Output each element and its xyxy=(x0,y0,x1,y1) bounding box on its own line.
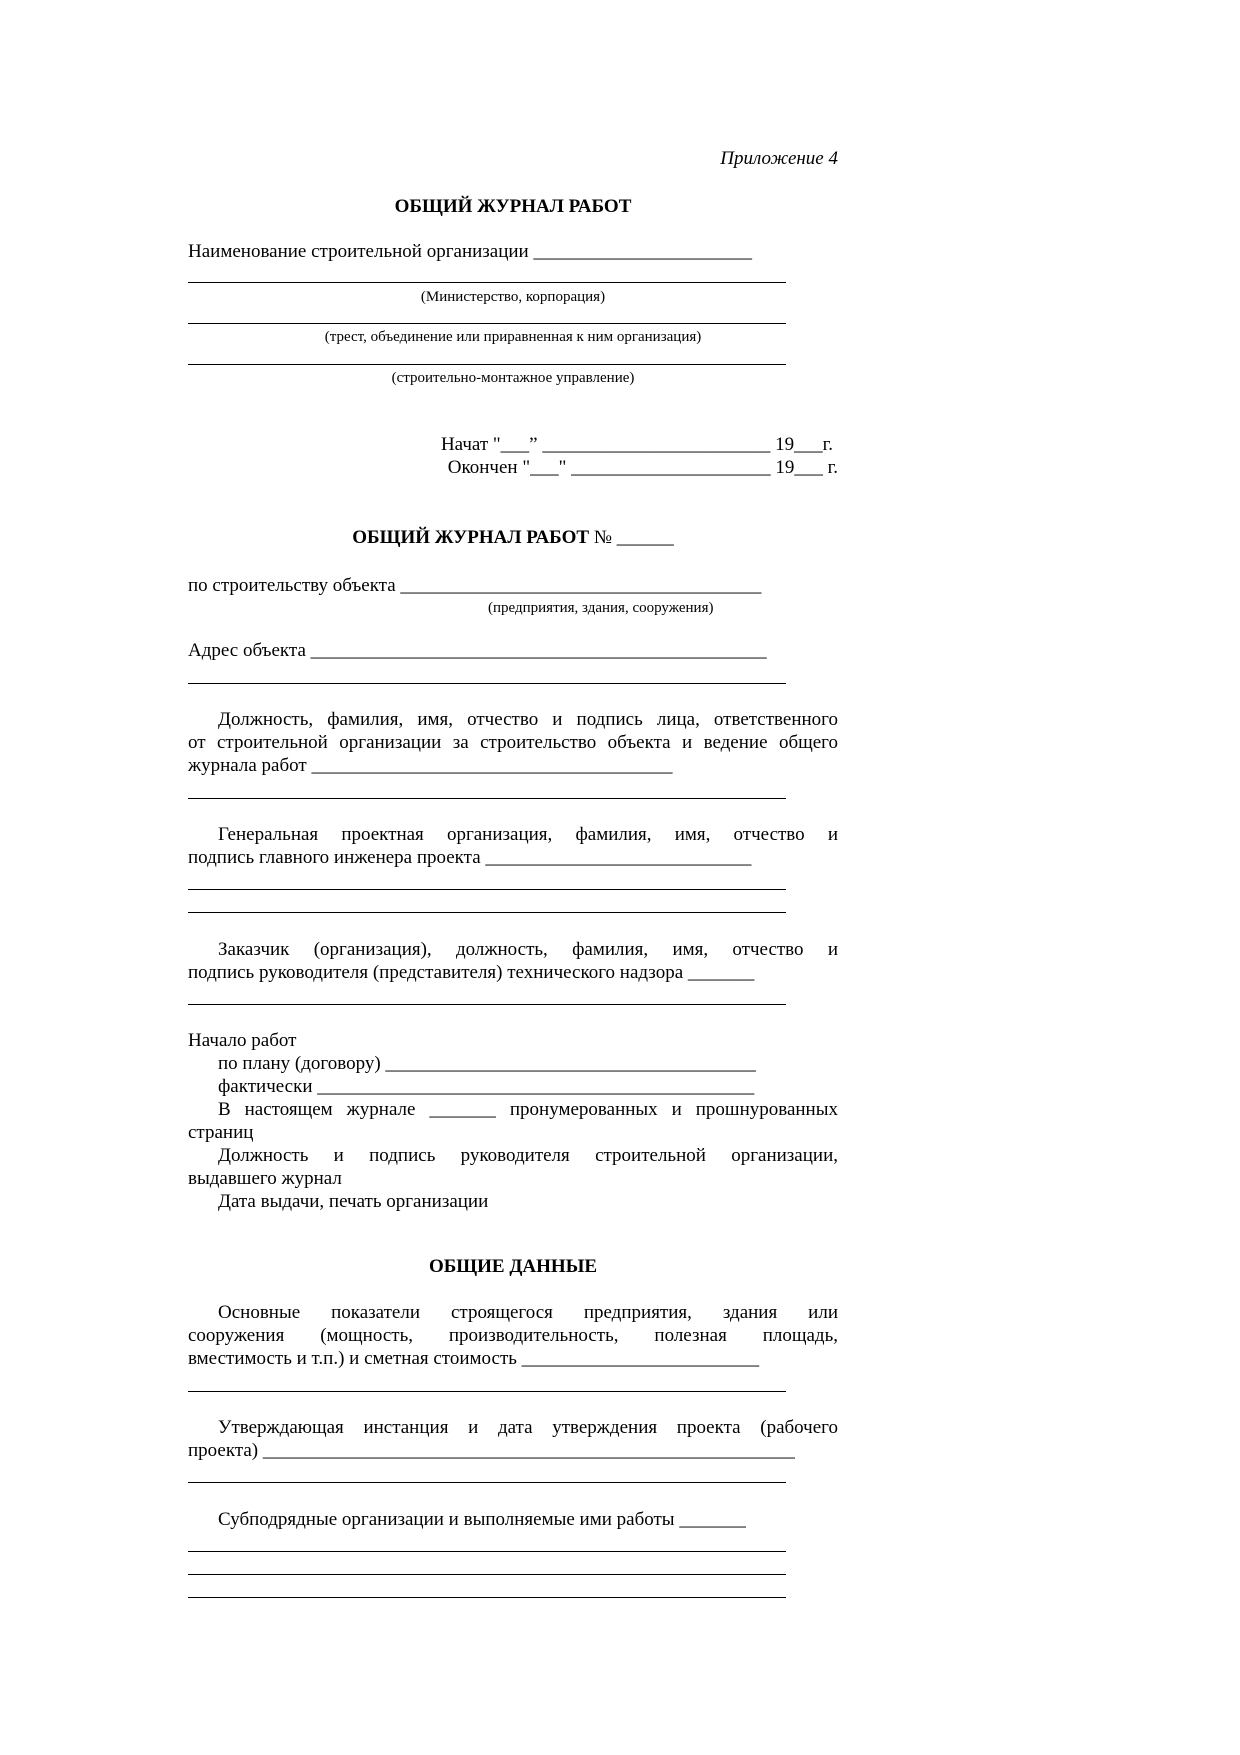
head-sign-line-2: выдавшего журнал xyxy=(188,1168,342,1189)
designer-line-b[interactable] xyxy=(188,912,786,913)
org-name-field[interactable]: Наименование строительной организации _______________________ xyxy=(188,241,752,262)
by-plan-field[interactable]: по плану (договору) _______________________________________ xyxy=(218,1053,756,1074)
indicators-line-1: Основные показатели строящегося предприятия, здания или xyxy=(218,1302,838,1323)
pages-line-2: страниц xyxy=(188,1122,254,1143)
subcontractors-line-b[interactable] xyxy=(188,1574,786,1575)
indicators-line[interactable] xyxy=(188,1391,786,1392)
responsible-line-2: от строительной организации за строительство объекта и ведение общего xyxy=(188,732,838,753)
journal-number[interactable]: № ______ xyxy=(589,527,674,548)
responsible-line[interactable] xyxy=(188,798,786,799)
finished-date[interactable]: Окончен "___" _____________________ 19___ г. xyxy=(447,457,838,478)
smu-caption: (строительно-монтажное управление) xyxy=(391,370,635,386)
address-line[interactable] xyxy=(188,683,786,684)
trust-line[interactable] xyxy=(188,323,786,324)
designer-field[interactable]: подпись главного инженера проекта ____________________________ xyxy=(188,847,752,868)
started-date[interactable]: Начат "___” ________________________ 19___г. xyxy=(440,434,833,455)
object-caption: (предприятия, здания, сооружения) xyxy=(488,600,714,616)
responsible-field[interactable]: журнала работ ______________________________________ xyxy=(188,755,673,776)
journal-title xyxy=(188,527,838,549)
org-name-line[interactable] xyxy=(188,282,786,283)
approval-field[interactable]: проекта) ________________________________________________________ xyxy=(188,1440,795,1461)
cover-title: ОБЩИЙ ЖУРНАЛ РАБОТ xyxy=(394,196,632,217)
object-field[interactable]: по строительству объекта ______________________________________ xyxy=(188,575,762,596)
journal-title-text: ОБЩИЙ ЖУРНАЛ РАБОТ xyxy=(352,527,590,548)
subcontractors-line-c[interactable] xyxy=(188,1597,786,1598)
customer-line-1: Заказчик (организация), должность, фамилия, имя, отчество и xyxy=(218,939,838,960)
general-title: ОБЩИЕ ДАННЫЕ xyxy=(428,1256,598,1277)
approval-line-1: Утверждающая инстанция и дата утверждения проекта (рабочего xyxy=(218,1417,838,1438)
document-page xyxy=(188,0,838,1755)
subcontractors-field[interactable]: Субподрядные организации и выполняемые ими работы _______ xyxy=(218,1509,746,1530)
appendix-label: Приложение 4 xyxy=(720,148,838,169)
smu-line[interactable] xyxy=(188,364,786,365)
trust-caption: (трест, объединение или приравненная к ним организация) xyxy=(324,329,702,345)
head-sign-line-1: Должность и подпись руководителя строительной организации, xyxy=(218,1145,838,1166)
address-field[interactable]: Адрес объекта ________________________________________________ xyxy=(188,640,767,661)
indicators-line-2: сооружения (мощность, производительность, полезная площадь, xyxy=(188,1325,838,1346)
ministry-caption: (Министерство, корпорация) xyxy=(420,289,606,305)
issue-date-label: Дата выдачи, печать организации xyxy=(218,1191,489,1212)
pages-line-1[interactable]: В настоящем журнале _______ пронумерованных и прошнурованных xyxy=(218,1099,838,1120)
subcontractors-line-a[interactable] xyxy=(188,1551,786,1552)
customer-field[interactable]: подпись руководителя (представителя) технического надзора _______ xyxy=(188,962,755,983)
start-works-label: Начало работ xyxy=(188,1030,297,1051)
responsible-line-1: Должность, фамилия, имя, отчество и подпись лица, ответственного xyxy=(218,709,838,730)
approval-line[interactable] xyxy=(188,1482,786,1483)
designer-line-a[interactable] xyxy=(188,889,786,890)
actual-field[interactable]: фактически ______________________________________________ xyxy=(218,1076,755,1097)
designer-line-1: Генеральная проектная организация, фамилия, имя, отчество и xyxy=(218,824,838,845)
customer-line[interactable] xyxy=(188,1004,786,1005)
indicators-field[interactable]: вместимость и т.п.) и сметная стоимость _________________________ xyxy=(188,1348,760,1369)
